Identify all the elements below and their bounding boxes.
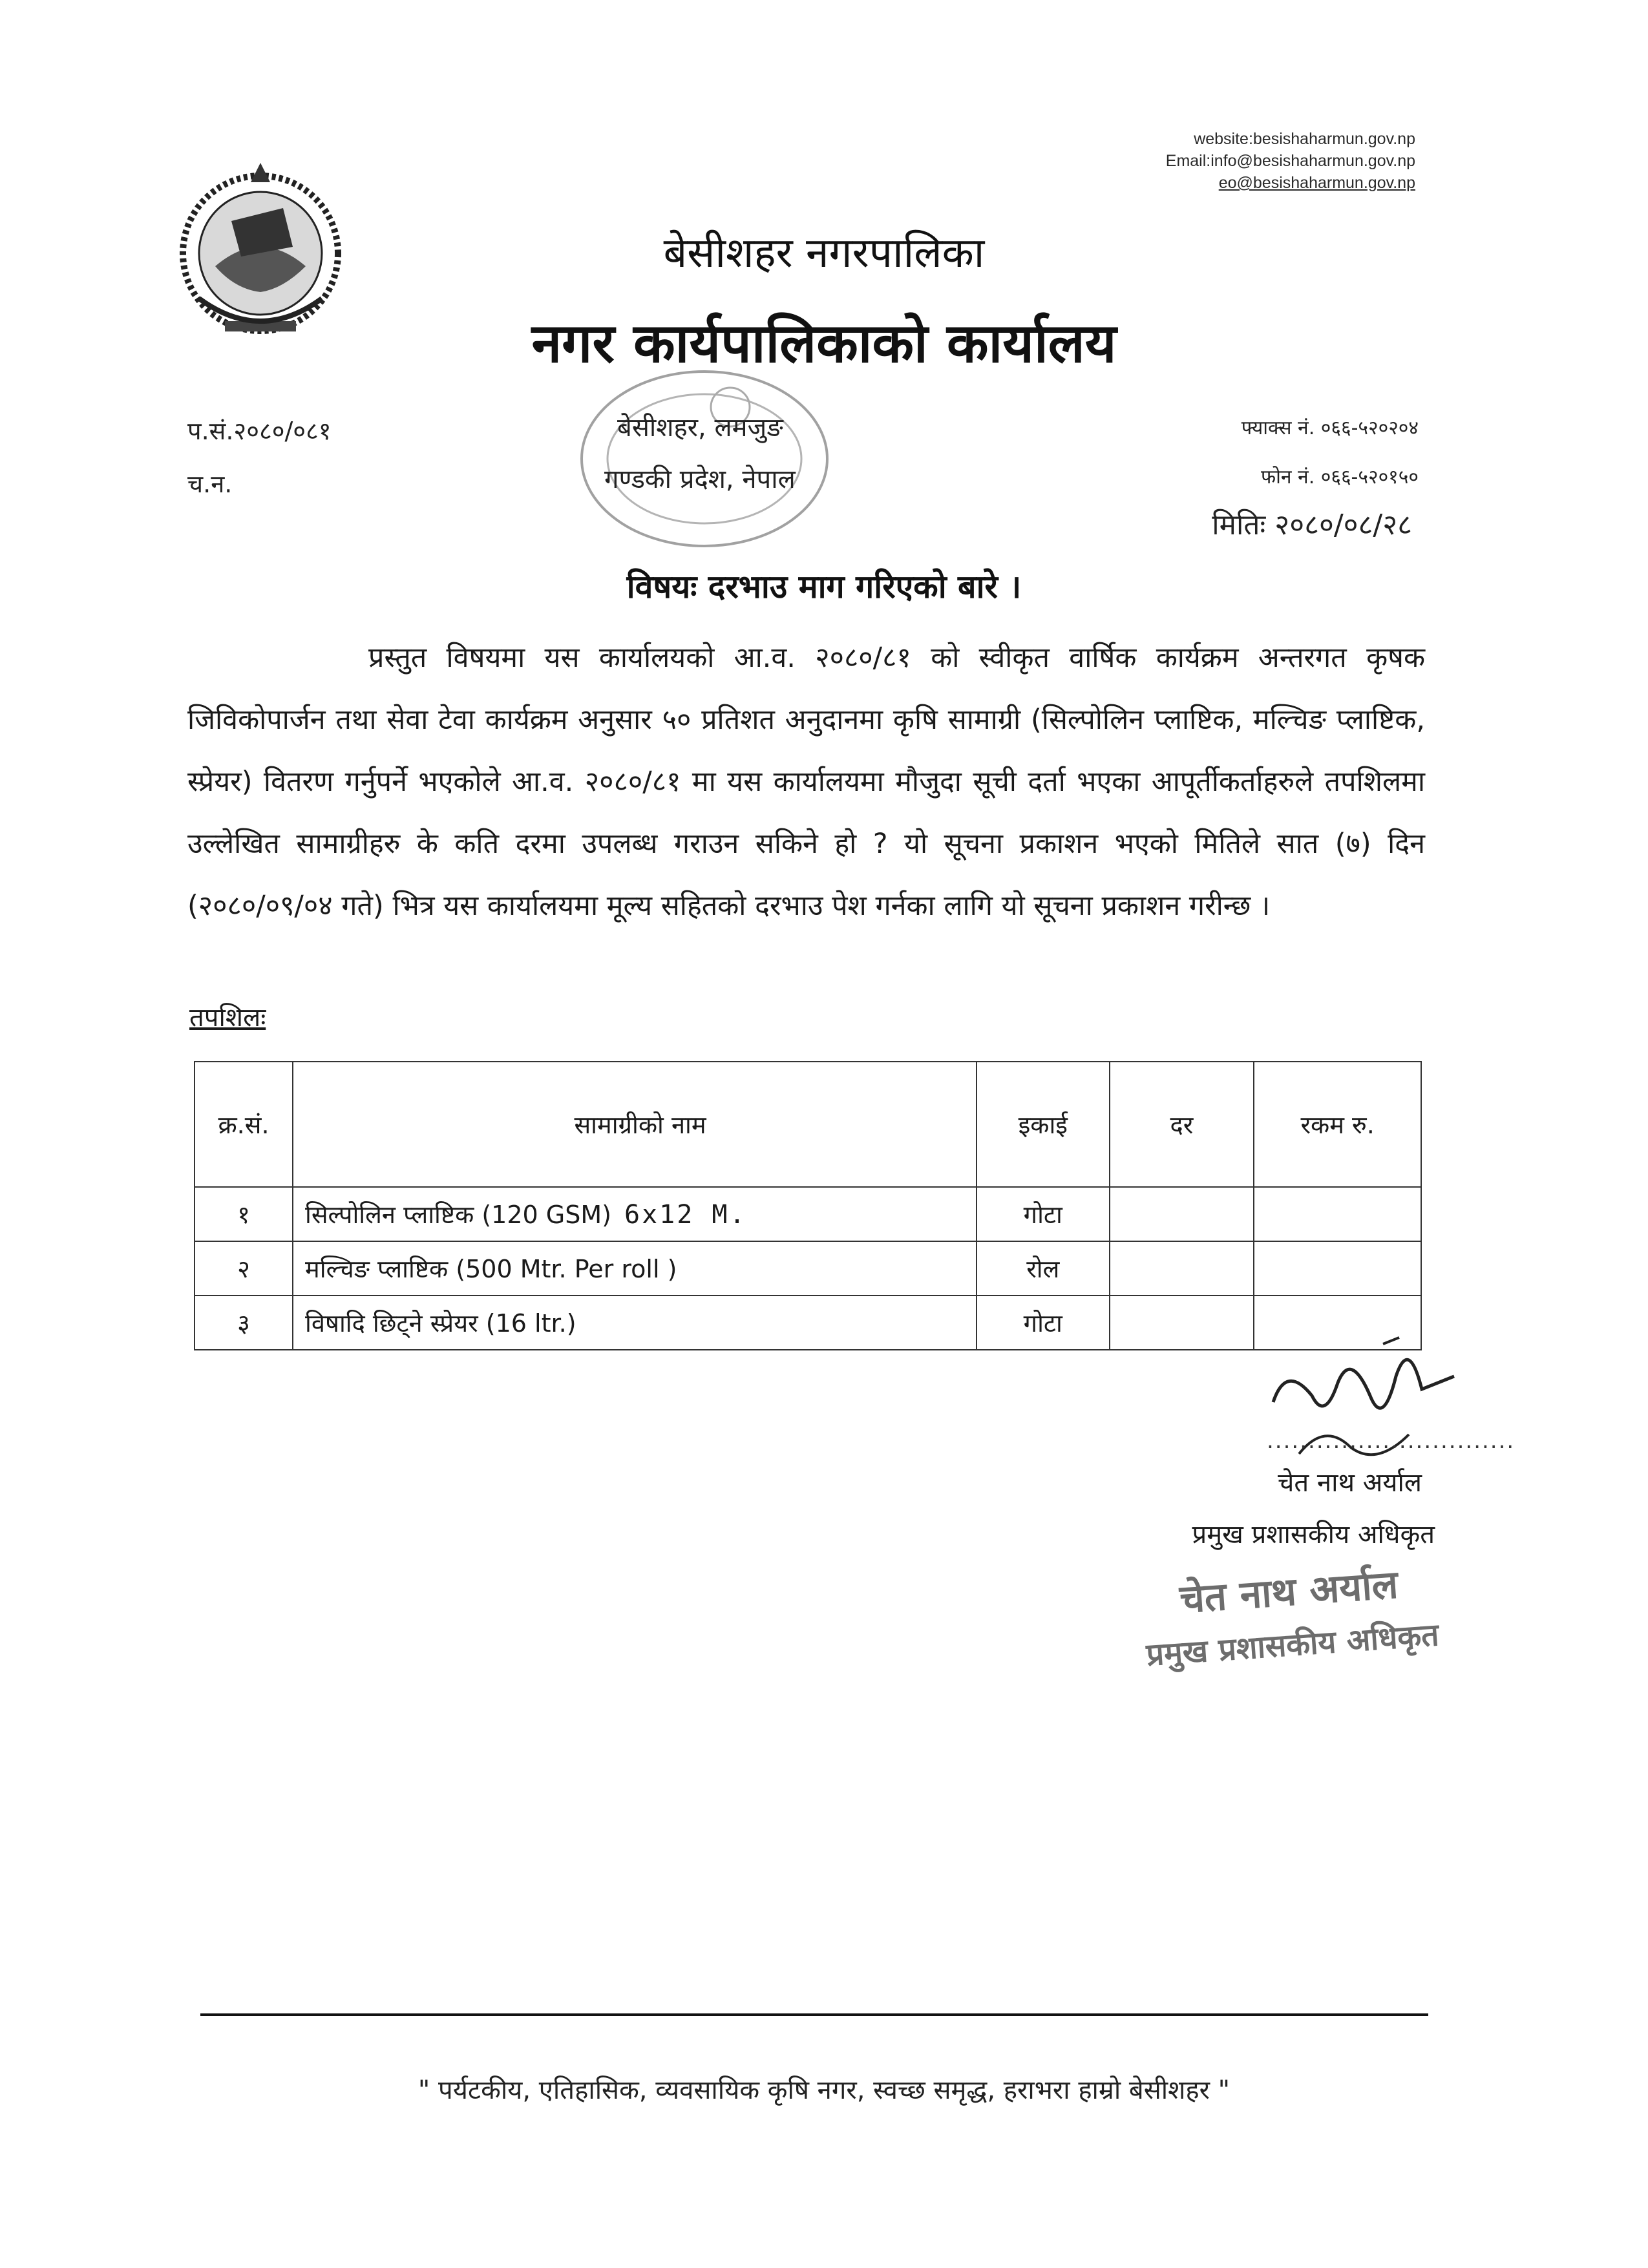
office-title: नगर कार्यपालिकाको कार्यालय xyxy=(531,311,1117,375)
header-unit: इकाई xyxy=(977,1062,1109,1187)
address-line-1: बेसीशहर, लमजुङ xyxy=(617,413,783,443)
items-table xyxy=(194,1061,1422,1350)
table-header-row xyxy=(195,1062,1421,1187)
header-sn: क्र.सं. xyxy=(195,1062,293,1187)
subject-line: विषयः दरभाउ माग गरिएको बारे । xyxy=(626,568,1022,605)
row-item-name: विषादि छिट्ने स्प्रेयर (16 ltr.) xyxy=(293,1296,977,1350)
row-sn: १ xyxy=(195,1187,293,1241)
office-seal-stamp-icon xyxy=(569,362,840,556)
contact-block xyxy=(1166,128,1415,194)
footer-motto: " पर्यटकीय, एतिहासिक, व्यवसायिक कृषि नगर, स्वच्छ समृद्ध, हराभरा हाम्रो बेसीशहर " xyxy=(417,2075,1231,2105)
letter-body xyxy=(187,627,1425,937)
table-row xyxy=(195,1241,1421,1296)
letter-date: मितिः २०८०/०८/२८ xyxy=(1212,509,1412,541)
row-amount xyxy=(1254,1187,1421,1241)
row-unit: गोटा xyxy=(977,1187,1109,1241)
row-sn: २ xyxy=(195,1241,293,1296)
stamp-name: चेत नाथ अर्याल xyxy=(1178,1562,1400,1622)
row-rate xyxy=(1110,1187,1254,1241)
letter-body-text: प्रस्तुत विषयमा यस कार्यालयको आ.व. २०८०/८१ को स्वीकृत वार्षिक कार्यक्रम अन्तरगत कृषक जिविकोपार्जन तथा सेवा टेवा कार्यक्रम अनुसार ५० प्रतिशत अनुदानमा कृषि सामाग्री (सिल्पोलिन प्लाष्टिक, मल्चिङ प्लाष्टिक, स्प्रेयर) वितरण गर्नुपर्ने भएकोले आ.व. २०८०/८१ मा यस कार्यालयमा मौजुदा सूची दर्ता भएका आपूर्तीकर्ताहरुले तपशिलमा उल्लेखित सामाग्रीहरु के कति दरमा उपलब्ध गराउन सकिने हो ? यो सूचना प्रकाशन भएको मितिले सात (७) दिन (२०८०/०९/०४ गते) भित्र यस कार्यालयमा मूल्य सहितको दरभाउ पेश गर्नका लागि यो सूचना प्रकाशन गरीन्छ । xyxy=(187,642,1425,922)
fax-number: फ्याक्स नं. ०६६-५२०२०४ xyxy=(1241,417,1419,439)
item-name-text: सिल्पोलिन प्लाष्टिक (120 GSM) xyxy=(305,1201,611,1229)
row-unit: रोल xyxy=(977,1241,1109,1296)
tapsil-label: तपशिलः xyxy=(189,1003,266,1033)
row-amount xyxy=(1254,1241,1421,1296)
row-rate xyxy=(1110,1241,1254,1296)
handwritten-size: 6x12 M. xyxy=(624,1200,747,1230)
municipality-name: बेसीशहर नगरपालिका xyxy=(663,229,985,277)
signatory-name: चेत नाथ अर्याल xyxy=(1278,1468,1422,1498)
handwritten-signature-icon xyxy=(1260,1325,1467,1480)
signatory-title: प्रमुख प्रशासकीय अधिकृत xyxy=(1192,1520,1435,1549)
row-item-name xyxy=(293,1187,977,1241)
header-rate: दर xyxy=(1110,1062,1254,1187)
table-row xyxy=(195,1187,1421,1241)
address-line-2: गण्डकी प्रदेश, नेपाल xyxy=(604,465,796,494)
row-rate xyxy=(1110,1296,1254,1350)
row-sn: ३ xyxy=(195,1296,293,1350)
name-stamp xyxy=(1141,1553,1440,1675)
website-text: website:besishaharmun.gov.np xyxy=(1194,130,1415,148)
email-info-text: Email:info@besishaharmun.gov.np xyxy=(1165,152,1415,170)
header-amount: रकम रु. xyxy=(1254,1062,1421,1187)
reference-number: प.सं.२०८०/०८१ xyxy=(187,417,332,445)
signature-dots: .............................. xyxy=(1267,1428,1516,1454)
header-item-name: सामाग्रीको नाम xyxy=(293,1062,977,1187)
row-unit: गोटा xyxy=(977,1296,1109,1350)
footer-divider xyxy=(200,2013,1428,2016)
dispatch-number: च.न. xyxy=(187,470,233,498)
email-eo-text: eo@besishaharmun.gov.np xyxy=(1218,174,1415,192)
phone-number: फोन नं. ०६६-५२०१५० xyxy=(1260,466,1419,488)
table-row xyxy=(195,1296,1421,1350)
row-item-name: मल्चिङ प्लाष्टिक (500 Mtr. Per roll ) xyxy=(293,1241,977,1296)
stamp-title: प्रमुख प्रशासकीय अधिकृत xyxy=(1145,1617,1441,1674)
